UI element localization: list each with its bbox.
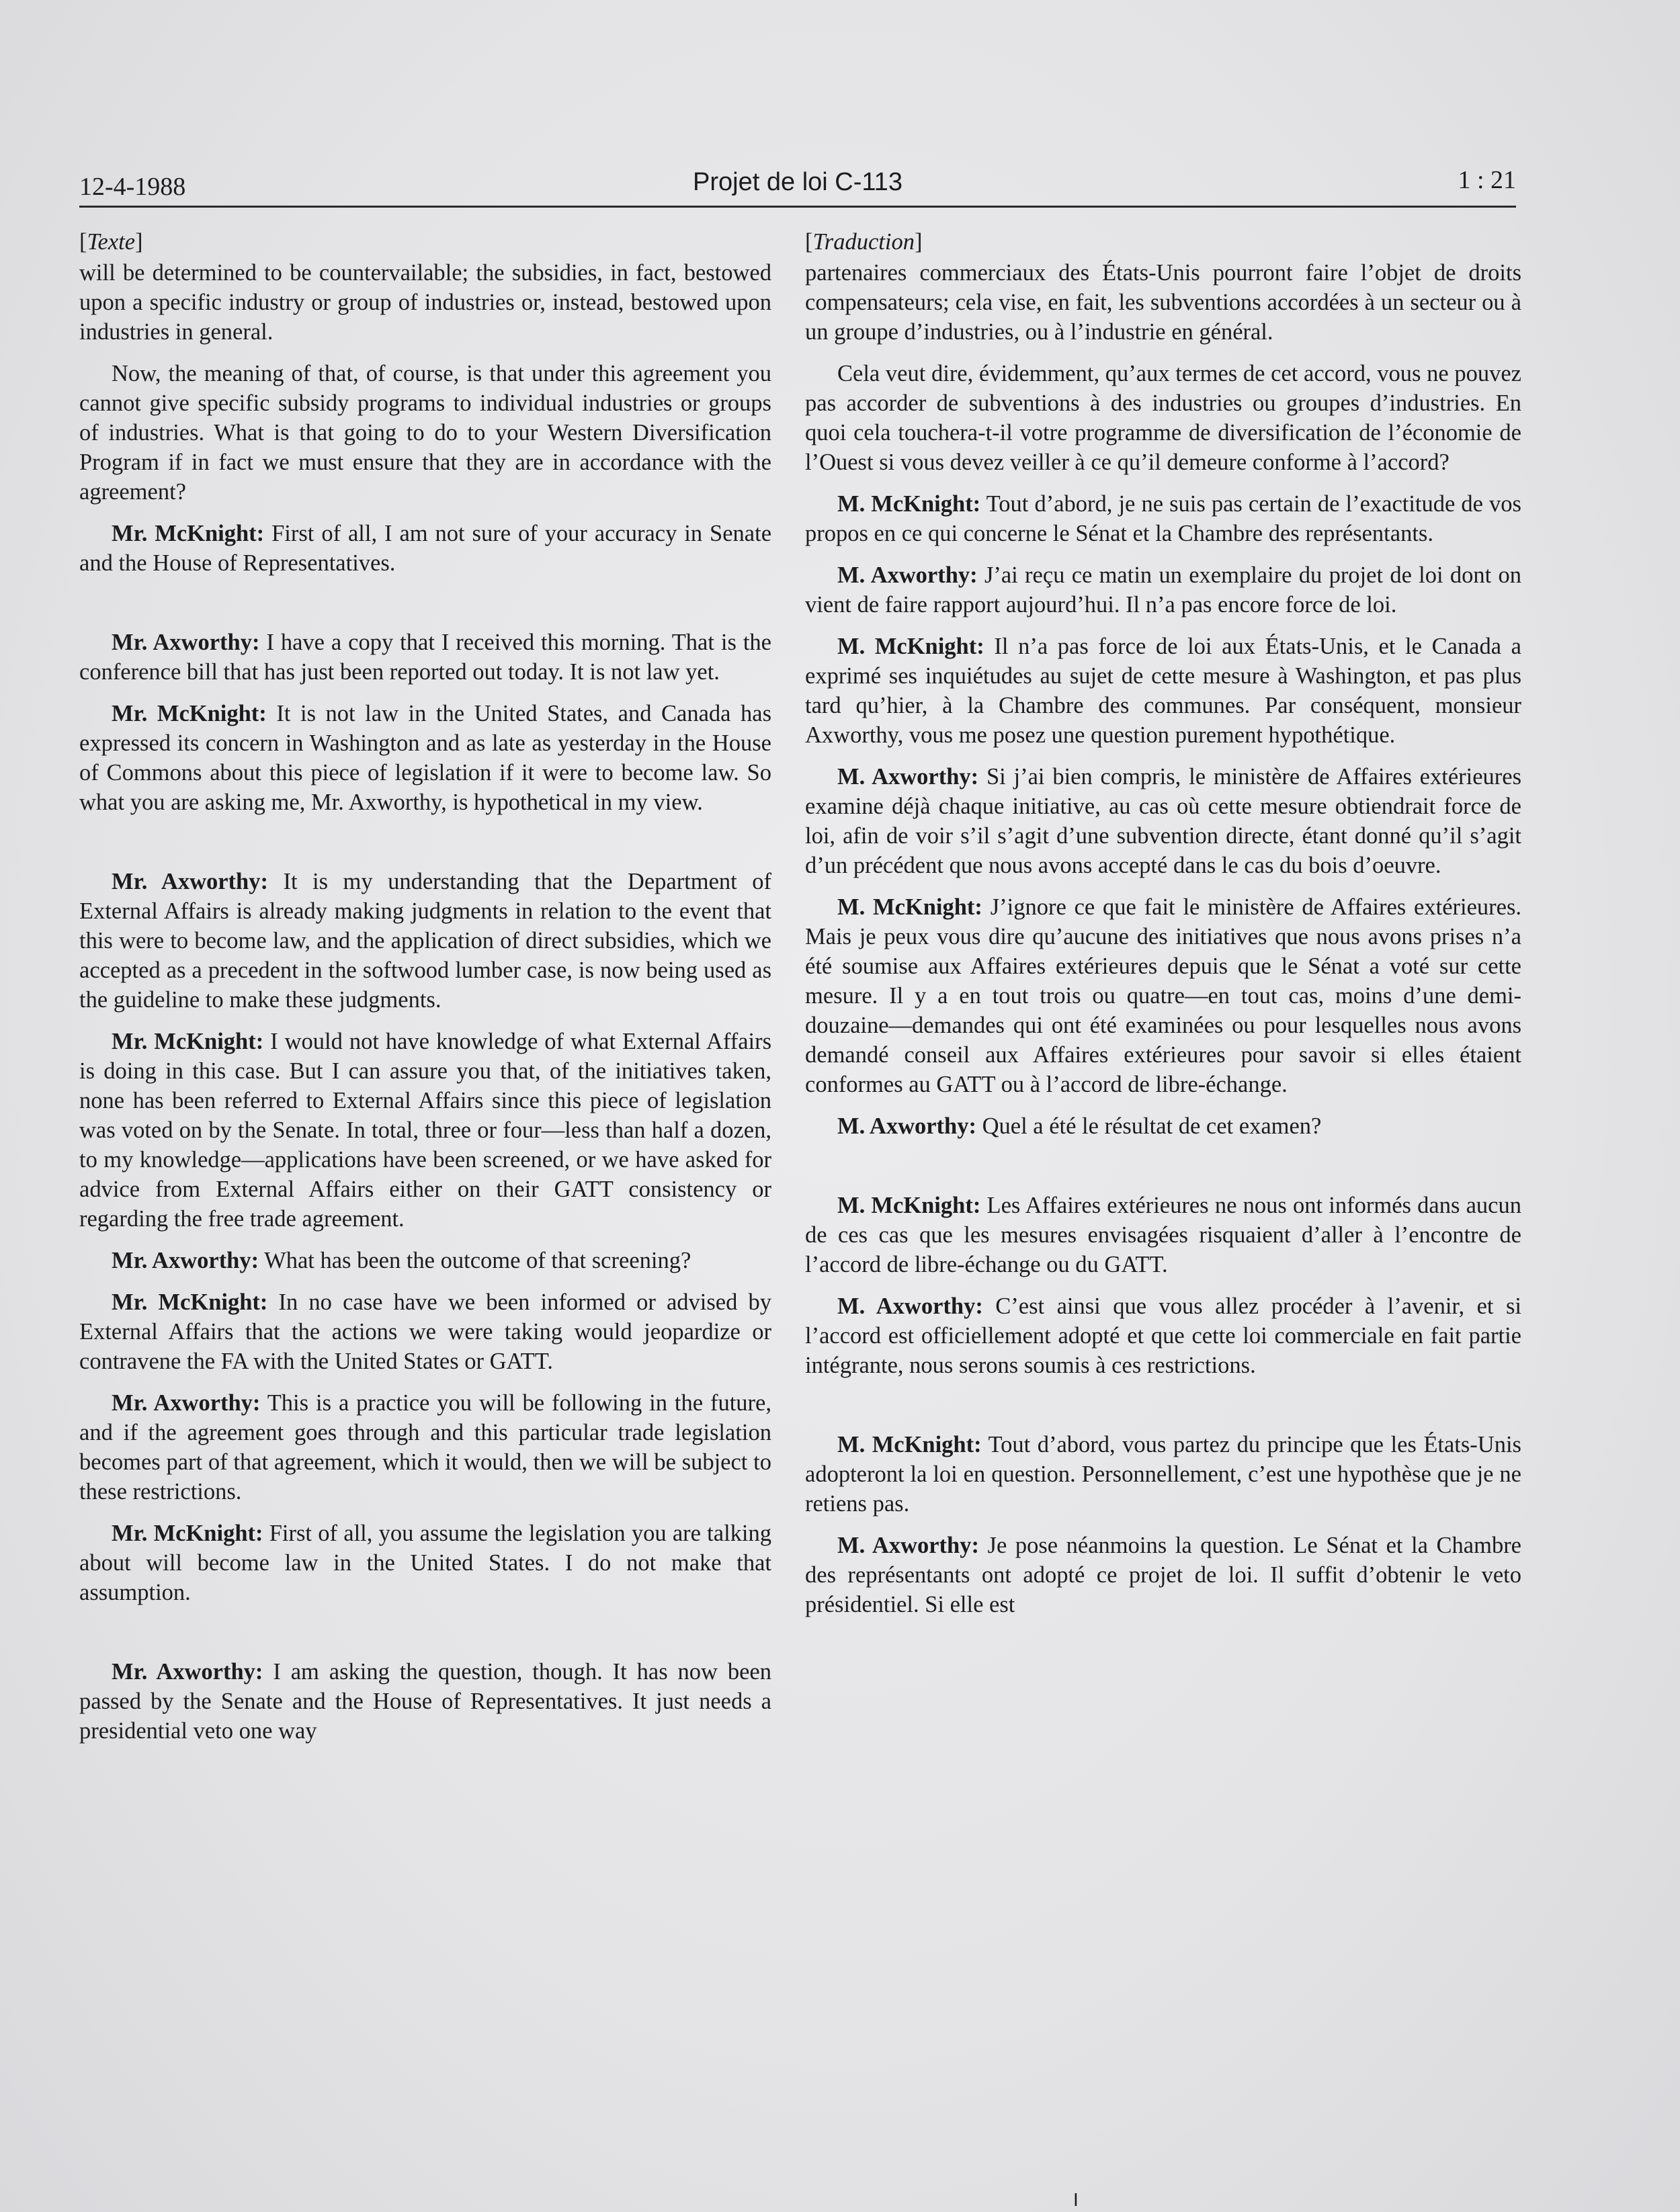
paragraph: M. McKnight: J’ignore ce que fait le ministère de Affaires extérieures. Mais je peux vous dire qu’aucune des initiatives que nous avons prises n’a été soumise aux Affaires extérieures depuis que le Sénat a voté sur cette mesure. Il y a en tout trois ou quatre—en tout cas, moins d’une demi-douzaine—demandes qui ont été examinées ou pour lesquelles nous avons demandé conseil aux Affaires extérieures pour savoir si elles étaient conformes au GATT ou à l’accord de libre-échange. [805, 894, 1522, 1097]
paragraph: Mr. McKnight: It is not law in the United States, and Canada has expressed its concern in Washington and as late as yesterday in the House of Commons about this piece of legislation if it were to become law. So what you are asking me, Mr. Axworthy, is hypothetical in my view. [79, 701, 772, 815]
paragraph: M. McKnight: Tout d’abord, je ne suis pas certain de l’exactitude de vos propos en ce qui concerne le Sénat et la Chambre des représentants. [805, 491, 1521, 546]
paragraph: M. Axworthy: Je pose néanmoins la question. Le Sénat et la Chambre des représentants ont adopté ce projet de loi. Il suffit d’obtenir le veto présidentiel. Si elle est [805, 1533, 1521, 1617]
paragraph: Cela veut dire, évidemment, qu’aux termes de cet accord, vous ne pouvez pas accorder de subventions à des industries ou groupes d’industries. En quoi cela touchera-t-il votre programme de diversification de l’économie de l’Ouest si vous devez veiller à ce qu’il demeure conforme à l’accord? [805, 361, 1521, 475]
paragraph: Mr. McKnight: I would not have knowledge of what External Affairs is doing in this case. But I can assure you that, of the initiatives taken, none has been referred to External Affairs since this piece of legislation was voted on by the Senate. In total, three or four—less than half a dozen, to my knowledge—applications have been screened, or we have asked for advice from External Affairs either on their GATT consistency or regarding the free trade agreement. [79, 1029, 772, 1232]
header-date: 12-4-1988 [79, 173, 186, 201]
paragraph: M. McKnight: Tout d’abord, vous partez du principe que les États-Unis adopteront la loi en question. Personnellement, c’est une hypothèse que je ne retiens pas. [805, 1432, 1521, 1517]
header-title: Projet de loi C-113 [693, 168, 902, 196]
paragraph: Mr. Axworthy: I have a copy that I received this morning. That is the conference bill that has just been reported out today. It is not law yet. [79, 630, 771, 685]
english-column [79, 227, 771, 1758]
paragraph: Mr. McKnight: In no case have we been informed or advised by External Affairs that the actions we were taking would jeopardize or contravene the FA with the United States or GATT. [79, 1289, 772, 1374]
paragraph: M. Axworthy: Quel a été le résultat de cet examen? [837, 1113, 1322, 1139]
paragraph: Now, the meaning of that, of course, is that under this agreement you cannot give specific subsidy programs to individual industries or groups of industries. What is that going to do to your Western Diversification Program if in fact we must ensure that they are in accordance with the agreement? [79, 361, 771, 505]
paragraph: Mr. McKnight: First of all, I am not sure of your accuracy in Senate and the House of Representatives. [79, 521, 772, 576]
header-page-ref: 1 : 21 [1458, 166, 1516, 194]
paragraph: Mr. McKnight: First of all, you assume the legislation you are talking about will become law in the United States. I do not make that assumption. [79, 1521, 772, 1605]
header-rule [79, 206, 1516, 208]
page-mark: I [1073, 2189, 1079, 2210]
column-tag: [Texte] [79, 229, 143, 255]
paragraph: partenaires commerciaux des États-Unis pourront faire l’objet de droits compensateurs; cela vise, en fait, les subventions accordées à un secteur ou à un groupe d’industries, ou à l’industrie en général. [805, 260, 1521, 345]
paragraph: M. Axworthy: J’ai reçu ce matin un exemplaire du projet de loi dont on vient de faire rapport aujourd’hui. Il n’a pas encore force de loi. [805, 562, 1522, 618]
paragraph: Mr. Axworthy: I am asking the question, though. It has now been passed by the Senate and the House of Representatives. It just needs a presidential veto one way [79, 1659, 771, 1744]
paragraph: Mr. Axworthy: This is a practice you will be following in the future, and if the agreement goes through and this particular trade legislation becomes part of that agreement, which it would, then we will be subject to these restrictions. [79, 1390, 771, 1504]
paragraph: M. McKnight: Il n’a pas force de loi aux États-Unis, et le Canada a exprimé ses inquiétudes au sujet de cette mesure à Washington, et pas plus tard qu’hier, à la Chambre des communes. Par conséquent, monsieur Axworthy, vous me posez une question purement hypothétique. [805, 634, 1521, 748]
paragraph: M. Axworthy: Si j’ai bien compris, le ministère de Affaires extérieures examine déjà chaque initiative, au cas où cette mesure obtiendrait force de loi, afin de voir s’il s’agit d’une subvention directe, étant donné qu’il s’agit d’un précédent que nous avons accepté dans le cas du bois d’oeuvre. [805, 764, 1522, 878]
french-column [805, 227, 1521, 1631]
page-header [79, 165, 1516, 206]
paragraph: Mr. Axworthy: What has been the outcome of that screening? [112, 1248, 691, 1273]
paragraph: will be determined to be countervailable; the subsidies, in fact, bestowed upon a specific industry or group of industries or, instead, bestowed upon industries in general. [79, 260, 771, 345]
column-tag: [Traduction] [805, 229, 923, 255]
paragraph: Mr. Axworthy: It is my understanding that the Department of External Affairs is already making judgments in relation to the event that this were to become law, and the application of direct subsidies, which we accepted as a precedent in the softwood lumber case, is now being used as the guideline to make these judgments. [79, 869, 771, 1013]
paragraph: M. Axworthy: C’est ainsi que vous allez procéder à l’avenir, et si l’accord est officiellement adopté et que cette loi commerciale en fait partie intégrante, nous serons soumis à ces restrictions. [805, 1293, 1521, 1378]
paragraph: M. McKnight: Les Affaires extérieures ne nous ont informés dans aucun de ces cas que les mesures envisagées risquaient d’aller à l’encontre de l’accord de libre-échange ou du GATT. [805, 1193, 1521, 1277]
